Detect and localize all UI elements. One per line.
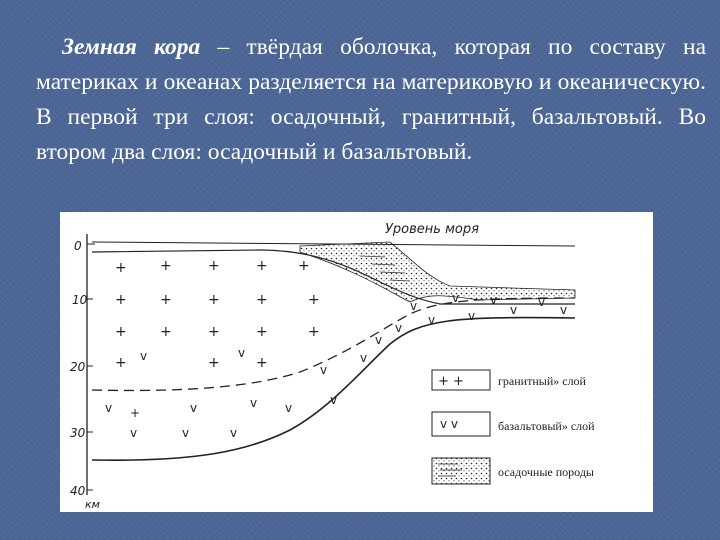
- svg-text:+: +: [208, 292, 220, 308]
- paragraph-text: – твёрдая оболочка, которая по составу на материках и океанах разделяется на материковую и океаническую. В первой три слоя: осадочный, гранитный, базальтовый. Во втором два слоя: осадочный и базальтовый.: [36, 34, 706, 165]
- svg-text:v: v: [428, 313, 436, 327]
- svg-text:v: v: [490, 293, 498, 307]
- svg-text:v: v: [182, 426, 190, 440]
- svg-text:v: v: [238, 346, 246, 360]
- crust-diagram: [60, 212, 653, 512]
- svg-text:v: v: [375, 333, 383, 347]
- svg-text:+: +: [308, 324, 320, 340]
- svg-text:+: +: [130, 406, 141, 420]
- svg-text:v: v: [285, 401, 293, 415]
- depth-tick-20: 20: [70, 360, 86, 374]
- legend-basalt-symbol: v v: [440, 417, 459, 431]
- svg-text:v: v: [360, 351, 368, 365]
- svg-text:v: v: [395, 321, 403, 335]
- svg-text:+: +: [208, 258, 220, 274]
- depth-axis: [70, 234, 100, 511]
- term-earth-crust: Земная кора: [62, 34, 201, 60]
- svg-text:v: v: [320, 363, 328, 377]
- svg-text:+: +: [160, 292, 172, 308]
- sea-level-label: Уровень моря: [385, 222, 479, 237]
- depth-tick-10: 10: [72, 293, 88, 307]
- legend-granite-symbol: + +: [438, 374, 464, 389]
- svg-text:+: +: [115, 260, 127, 276]
- depth-tick-40: 40: [70, 484, 86, 498]
- svg-text:+: +: [256, 324, 268, 340]
- intro-paragraph: [36, 30, 706, 170]
- svg-text:+: +: [256, 292, 268, 308]
- svg-text:v: v: [510, 303, 518, 317]
- svg-text:v: v: [190, 401, 198, 415]
- svg-text:+: +: [308, 292, 320, 308]
- svg-text:+: +: [160, 324, 172, 340]
- svg-text:v: v: [130, 426, 138, 440]
- svg-text:v: v: [452, 291, 460, 305]
- legend-sediment-swatch: [432, 458, 490, 484]
- svg-text:v: v: [250, 396, 258, 410]
- svg-text:+: +: [115, 292, 127, 308]
- svg-text:v: v: [230, 426, 238, 440]
- svg-text:+: +: [208, 324, 220, 340]
- svg-text:v: v: [560, 303, 568, 317]
- depth-tick-30: 30: [70, 426, 86, 440]
- svg-text:v: v: [538, 295, 546, 309]
- depth-unit: км: [85, 498, 100, 511]
- svg-text:+: +: [256, 355, 268, 371]
- svg-text:+: +: [115, 355, 127, 371]
- svg-text:+: +: [208, 355, 220, 371]
- svg-text:v: v: [410, 299, 418, 313]
- svg-text:v: v: [330, 393, 338, 407]
- svg-text:v: v: [140, 349, 148, 363]
- depth-tick-0: 0: [74, 239, 82, 253]
- legend-granite-label: гранитный» слой: [498, 374, 586, 388]
- svg-text:+: +: [256, 258, 268, 274]
- legend-basalt-label: базальтовый» слой: [498, 419, 595, 433]
- sedimentary-layer: [300, 242, 575, 302]
- svg-text:+: +: [160, 258, 172, 274]
- legend-sediment-label: осадочные породы: [498, 465, 594, 479]
- svg-text:v: v: [105, 401, 113, 415]
- svg-text:+: +: [115, 324, 127, 340]
- svg-text:v: v: [468, 309, 476, 323]
- basalt-symbols: [105, 291, 567, 440]
- svg-text:+: +: [298, 258, 310, 274]
- legend: [432, 370, 595, 484]
